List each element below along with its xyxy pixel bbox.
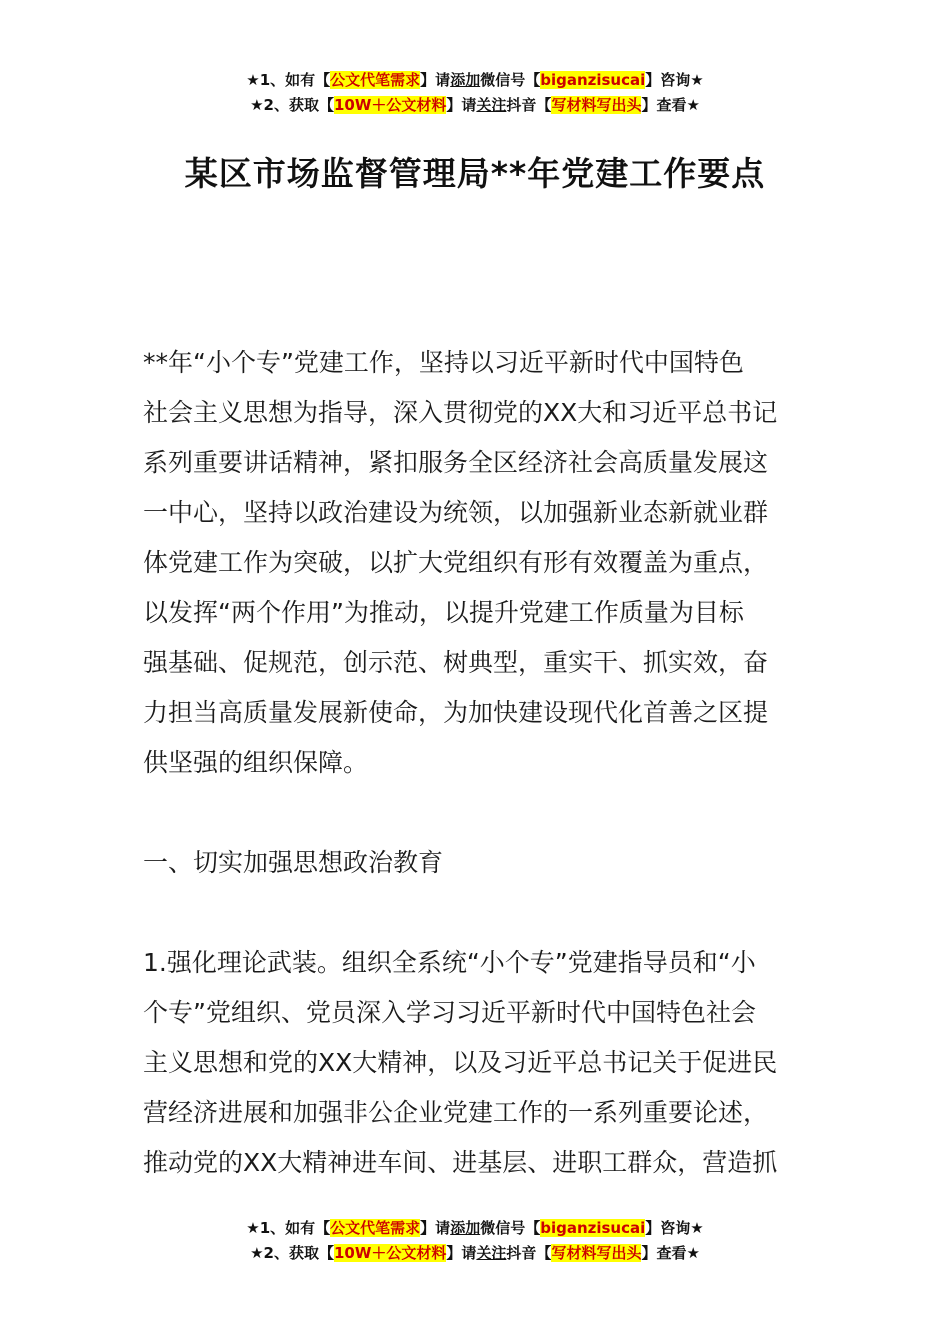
banner-text: 抖音【 <box>506 1244 552 1262</box>
banner-text: 】查看★ <box>641 96 700 114</box>
intro-line: **年“小个专”党建工作，坚持以习近平新时代中国特色 <box>143 348 744 377</box>
banner-text: 】咨询★ <box>645 71 704 89</box>
banner-emphasis: 关注 <box>476 1244 507 1262</box>
banner-text: ★2、获取【 <box>250 1244 334 1262</box>
banner-text: 】请 <box>420 71 451 89</box>
document-title: 某区市场监督管理局**年党建工作要点 <box>184 154 766 193</box>
intro-line: 一中心，坚持以政治建设为统领，以加强新业态新就业群 <box>143 498 769 527</box>
item-line: 个专”党组织、党员深入学习习近平新时代中国特色社会 <box>143 998 756 1027</box>
item-line: 推动党的XX大精神进车间、进基层、进职工群众，营造抓 <box>143 1148 778 1177</box>
banner-emphasis: 添加 <box>450 1219 481 1237</box>
intro-line: 以发挥“两个作用”为推动，以提升党建工作质量为目标 <box>143 598 744 627</box>
banner-wechat-id[interactable]: biganzisucai <box>540 71 646 89</box>
intro-paragraph <box>143 338 813 788</box>
banner-text: 】请 <box>420 1219 451 1237</box>
item-line: 1.强化理论武装。组织全系统“小个专”党建指导员和“小 <box>143 948 756 977</box>
banner-text: 】请 <box>446 1244 477 1262</box>
banner-douyin-id[interactable]: 写材料写出头 <box>551 96 642 114</box>
bottom-banner <box>0 1216 950 1266</box>
banner-highlight: 10W＋公文材料 <box>333 96 447 114</box>
banner-wechat-id[interactable]: biganzisucai <box>540 1219 646 1237</box>
banner-line-2 <box>0 1241 950 1266</box>
banner-text: 】查看★ <box>641 1244 700 1262</box>
item-line: 主义思想和党的XX大精神，以及习近平总书记关于促进民 <box>143 1048 778 1077</box>
section-heading: 一、切实加强思想政治教育 <box>143 848 444 877</box>
banner-text: ★2、获取【 <box>250 96 334 114</box>
banner-line-1 <box>0 68 950 93</box>
banner-text: 微信号【 <box>480 71 541 89</box>
banner-highlight: 公文代笔需求 <box>330 1219 421 1237</box>
item-line: 营经济进展和加强非公企业党建工作的一系列重要论述， <box>143 1098 769 1127</box>
intro-line: 社会主义思想为指导，深入贯彻党的XX大和习近平总书记 <box>143 398 778 427</box>
top-banner <box>0 68 950 118</box>
banner-text: ★1、如有【 <box>246 1219 331 1237</box>
intro-line: 体党建工作为突破，以扩大党组织有形有效覆盖为重点， <box>143 548 769 577</box>
item-1-paragraph <box>143 938 813 1188</box>
banner-highlight: 10W＋公文材料 <box>333 1244 447 1262</box>
intro-line: 供坚强的组织保障。 <box>143 748 369 777</box>
banner-text: 】请 <box>446 96 477 114</box>
banner-text: 抖音【 <box>506 96 552 114</box>
banner-emphasis: 添加 <box>450 71 481 89</box>
intro-line: 系列重要讲话精神，紧扣服务全区经济社会高质量发展这 <box>143 448 769 477</box>
banner-douyin-id[interactable]: 写材料写出头 <box>551 1244 642 1262</box>
banner-text: 】咨询★ <box>645 1219 704 1237</box>
banner-highlight: 公文代笔需求 <box>330 71 421 89</box>
intro-line: 力担当高质量发展新使命，为加快建设现代化首善之区提 <box>143 698 769 727</box>
banner-text: ★1、如有【 <box>246 71 331 89</box>
intro-line: 强基础、促规范，创示范、树典型，重实干、抓实效，奋 <box>143 648 769 677</box>
banner-text: 微信号【 <box>480 1219 541 1237</box>
banner-emphasis: 关注 <box>476 96 507 114</box>
banner-line-1 <box>0 1216 950 1241</box>
banner-line-2 <box>0 93 950 118</box>
